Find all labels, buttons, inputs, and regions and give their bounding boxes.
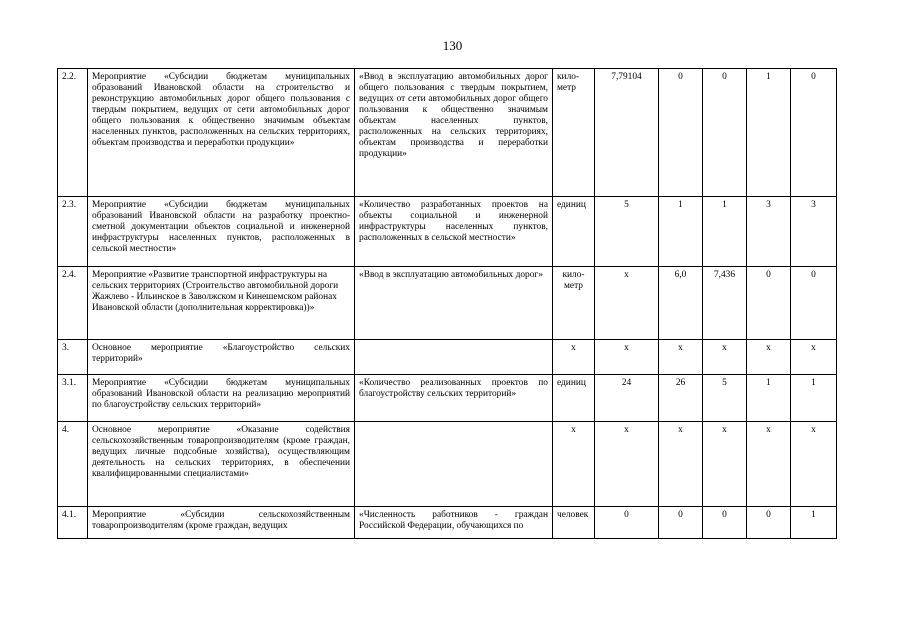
activity-description: Мероприятие «Субсидии бюджетам муниципальных образований Ивановской области на реализацию мероприятий по благоустройству сельских территорий» xyxy=(88,375,355,422)
value-cell: 6,0 xyxy=(659,267,703,340)
unit-cell: человек xyxy=(553,507,595,539)
value-cell: 1 xyxy=(791,375,837,422)
value-cell: 1 xyxy=(791,507,837,539)
value-cell: 0 xyxy=(703,69,747,197)
value-cell: 5 xyxy=(595,197,659,267)
activity-description: Основное мероприятие «Благоустройство сельских территорий» xyxy=(88,340,355,375)
row-number: 2.4. xyxy=(58,267,88,340)
activity-description: Мероприятие «Развитие транспортной инфраструктуры на сельских территориях (Строительство автомобильной дороги Жажлево - Ильинское в Заволжском и Кинешемском районах Ивановской области (дополнительная корректировка))» xyxy=(88,267,355,340)
value-cell: 0 xyxy=(747,267,791,340)
unit-cell: единиц xyxy=(553,197,595,267)
value-cell: x xyxy=(595,340,659,375)
unit-cell: кило-метр xyxy=(553,69,595,197)
value-cell: 5 xyxy=(703,375,747,422)
activity-description: Основное мероприятие «Оказание содействия сельскохозяйственным товаропроизводителям (кроме граждан, ведущих личные подсобные хозяйства), осуществляющим деятельность на сельских территориях, в обеспечении квалифицированными специалистами» xyxy=(88,422,355,507)
row-number: 2.3. xyxy=(58,197,88,267)
value-cell: x xyxy=(747,422,791,507)
table-row xyxy=(58,507,837,539)
value-cell: 3 xyxy=(747,197,791,267)
value-cell: x xyxy=(747,340,791,375)
activity-description: Мероприятие «Субсидии бюджетам муниципальных образований Ивановской области на строительство и реконструкцию автомобильных дорог общего пользования с твердым покрытием, ведущих от сети автомобильных дорог общего пользования к общественно значимым объектам населенных пунктов, расположенных на сельских территориях, объектам производства и переработки продукции» xyxy=(88,69,355,197)
value-cell: 24 xyxy=(595,375,659,422)
unit-cell: единиц xyxy=(553,375,595,422)
indicator-text xyxy=(355,422,553,507)
value-cell: 1 xyxy=(703,197,747,267)
value-cell: 0 xyxy=(791,267,837,340)
indicator-text: «Ввод в эксплуатацию автомобильных дорог» xyxy=(355,267,553,340)
value-cell: 0 xyxy=(659,507,703,539)
value-cell: x xyxy=(659,340,703,375)
unit-cell: x xyxy=(553,422,595,507)
value-cell: x xyxy=(703,422,747,507)
activity-description: Мероприятие «Субсидии сельскохозяйственным товаропроизводителям (кроме граждан, ведущих xyxy=(88,507,355,539)
value-cell: 3 xyxy=(791,197,837,267)
value-cell: 0 xyxy=(659,69,703,197)
row-number: 3. xyxy=(58,340,88,375)
value-cell: 0 xyxy=(747,507,791,539)
value-cell: 1 xyxy=(659,197,703,267)
value-cell: x xyxy=(791,340,837,375)
value-cell: x xyxy=(595,267,659,340)
table-row xyxy=(58,69,837,197)
page-number: 130 xyxy=(442,38,463,53)
indicator-text: «Ввод в эксплуатацию автомобильных дорог общего пользования с твердым покрытием, ведущих от сети автомобильных дорог общего пользования к общественно значимым объектам населенных пунктов, расположенных на сельских территориях, объектам производства и переработки продукции» xyxy=(355,69,553,197)
indicator-text: «Численность работников - граждан Российской Федерации, обучающихся по xyxy=(355,507,553,539)
value-cell: 0 xyxy=(595,507,659,539)
table-row xyxy=(58,267,837,340)
indicator-text: «Количество реализованных проектов по благоустройству сельских территорий» xyxy=(355,375,553,422)
table-row xyxy=(58,422,837,507)
value-cell: x xyxy=(659,422,703,507)
value-cell: x xyxy=(791,422,837,507)
value-cell: 7,436 xyxy=(703,267,747,340)
value-cell: 26 xyxy=(659,375,703,422)
row-number: 2.2. xyxy=(58,69,88,197)
unit-cell: x xyxy=(553,340,595,375)
indicator-text: «Количество разработанных проектов на объекты социальной и инженерной инфраструктуры населенных пунктов, расположенных в сельской местности» xyxy=(355,197,553,267)
value-cell: x xyxy=(703,340,747,375)
value-cell: 1 xyxy=(747,375,791,422)
row-number: 3.1. xyxy=(58,375,88,422)
value-cell: 0 xyxy=(703,507,747,539)
table-row xyxy=(58,340,837,375)
table-row xyxy=(58,375,837,422)
row-number: 4. xyxy=(58,422,88,507)
row-number: 4.1. xyxy=(58,507,88,539)
value-cell: 7,79104 xyxy=(595,69,659,197)
unit-cell: кило-метр xyxy=(553,267,595,340)
table-row xyxy=(58,197,837,267)
program-indicators-table xyxy=(57,68,837,539)
value-cell: 0 xyxy=(791,69,837,197)
value-cell: x xyxy=(595,422,659,507)
activity-description: Мероприятие «Субсидии бюджетам муниципальных образований Ивановской области на разработку проектно-сметной документации объектов социальной и инженерной инфраструктуры населенных пунктов, расположенных в сельской местности» xyxy=(88,197,355,267)
indicator-text xyxy=(355,340,553,375)
value-cell: 1 xyxy=(747,69,791,197)
